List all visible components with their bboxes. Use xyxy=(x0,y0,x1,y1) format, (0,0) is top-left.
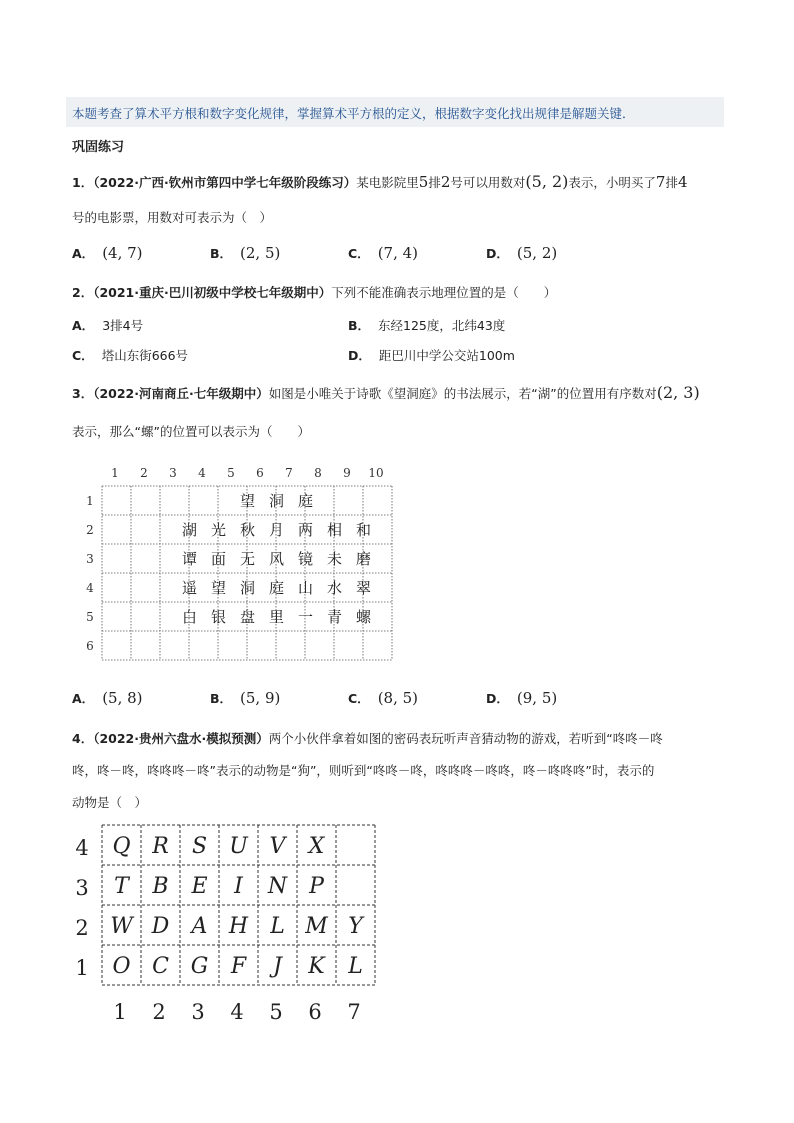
cipher-letter: O xyxy=(112,954,131,979)
row-label: 3 xyxy=(75,876,89,900)
option-label: B． xyxy=(348,318,371,333)
option-label: D． xyxy=(348,348,371,363)
question-2-option-d[interactable] xyxy=(348,346,515,364)
poem-character: 青 xyxy=(326,608,343,626)
column-label: 5 xyxy=(227,466,235,480)
row-label: 1 xyxy=(86,494,94,508)
question-3-source: （2022·河南商丘·七年级期中） xyxy=(93,386,269,401)
column-label: 6 xyxy=(308,1000,322,1024)
option-label: A． xyxy=(72,691,95,706)
question-4-line-2: 咚，咚－咚，咚咚咚－咚”表示的动物是“狗”，则听到“咚咚－咚，咚咚咚－咚咚，咚－咚咚咚”时，表示的 xyxy=(72,763,655,778)
poem-character: 和 xyxy=(355,521,372,539)
poem-character: 谭 xyxy=(181,550,198,568)
column-label: 1 xyxy=(113,1000,127,1024)
question-1-seat-number: 2 xyxy=(440,173,451,191)
row-label: 5 xyxy=(86,610,94,624)
poem-character: 遥 xyxy=(181,579,198,597)
question-1-option-d[interactable] xyxy=(486,244,557,262)
column-label: 4 xyxy=(230,1000,244,1024)
cipher-letter: X xyxy=(308,834,325,859)
question-4-line-1 xyxy=(72,729,663,747)
column-label: 10 xyxy=(368,466,384,480)
option-value: (7, 4) xyxy=(377,244,419,262)
question-4-line-3: 动物是（ ） xyxy=(72,795,148,810)
column-label: 3 xyxy=(169,466,177,480)
question-1-seat-number: 4 xyxy=(677,173,688,191)
poem-character: 望 xyxy=(239,492,256,510)
poem-character: 水 xyxy=(326,579,343,597)
row-label: 1 xyxy=(75,956,89,980)
poem-character: 无 xyxy=(239,550,256,568)
row-label: 4 xyxy=(86,581,94,595)
question-4-text: 两个小伙伴拿着如图的密码表玩听声音猜动物的游戏，若听到“咚咚－咚 xyxy=(268,731,663,746)
question-3-option-b[interactable] xyxy=(210,689,280,707)
cipher-letter: T xyxy=(114,874,129,899)
question-2-number: 2． xyxy=(72,285,94,300)
poem-character: 洞 xyxy=(239,579,256,597)
poem-character: 未 xyxy=(326,550,343,568)
row-label: 4 xyxy=(75,836,89,860)
column-label: 2 xyxy=(140,466,148,480)
question-2-option-c[interactable] xyxy=(72,346,188,364)
question-3-option-a[interactable] xyxy=(72,689,143,707)
question-1-option-b[interactable] xyxy=(210,244,280,262)
question-4-source: （2022·贵州六盘水·模拟预测） xyxy=(93,731,269,746)
option-value: (2, 5) xyxy=(240,244,281,262)
question-1-text: 表示，小明买了 xyxy=(568,175,656,190)
poem-character: 一 xyxy=(297,608,314,626)
question-1-option-c[interactable] xyxy=(348,244,418,262)
question-1-line-2: 号的电影票，用数对可表示为（ ） xyxy=(72,210,273,225)
poem-character: 里 xyxy=(268,608,285,626)
poem-character: 望 xyxy=(210,579,227,597)
question-2-option-a[interactable] xyxy=(72,316,143,334)
option-value: 3排4号 xyxy=(102,318,144,333)
solution-note-text: 本题考查了算术平方根和数字变化规律，掌握算术平方根的定义，根据数字变化找出规律是解题关键． xyxy=(72,106,635,121)
option-value: 塔山东街666号 xyxy=(101,348,189,363)
question-1-number: 1． xyxy=(72,175,94,190)
column-label: 5 xyxy=(269,1000,283,1024)
poem-character: 秋 xyxy=(239,521,256,539)
option-label: B． xyxy=(210,691,233,706)
option-value: 东经125度，北纬43度 xyxy=(378,318,506,333)
poem-character: 月 xyxy=(268,521,285,539)
cipher-letter: D xyxy=(151,914,170,939)
question-1-row-number: 5 xyxy=(418,173,429,191)
question-1-source: （2022·广西·钦州市第四中学七年级阶段练习） xyxy=(93,175,357,190)
poem-character: 磨 xyxy=(355,550,372,568)
cipher-letter: U xyxy=(229,834,248,859)
row-label: 3 xyxy=(86,552,94,566)
option-value: 距巴川中学公交站100m xyxy=(378,348,515,363)
option-value: (9, 5) xyxy=(516,689,558,707)
question-4-number: 4． xyxy=(72,731,94,746)
option-value: (4, 7) xyxy=(102,244,143,262)
question-1-row-number: 7 xyxy=(655,173,666,191)
cipher-letter: Y xyxy=(348,914,363,939)
poem-character: 风 xyxy=(268,550,285,568)
question-1-text: 排 xyxy=(428,175,441,190)
cipher-letter: V xyxy=(269,834,286,859)
question-3-text: 如图是小唯关于诗歌《望洞庭》的书法展示，若“湖”的位置用有序数对 xyxy=(268,386,657,401)
question-1-pair: (5, 2) xyxy=(525,172,569,191)
option-label: A． xyxy=(72,246,95,261)
row-label: 6 xyxy=(86,639,94,653)
option-label: C． xyxy=(348,691,370,706)
option-label: A． xyxy=(72,318,95,333)
cipher-letter: L xyxy=(348,954,363,979)
poem-character: 湖 xyxy=(181,521,198,539)
cipher-letter: H xyxy=(228,914,249,939)
poem-character: 白 xyxy=(181,608,198,626)
question-1-line-1 xyxy=(72,172,688,191)
question-3-line-2: 表示，那么“螺”的位置可以表示为（ ） xyxy=(72,424,310,439)
cipher-letter: S xyxy=(191,834,208,859)
poem-character: 光 xyxy=(210,521,227,539)
cipher-letter: M xyxy=(305,914,328,939)
question-2-source: （2021·重庆·巴川初级中学校七年级期中） xyxy=(93,285,332,300)
option-label: C． xyxy=(72,348,94,363)
cipher-letter: I xyxy=(234,874,243,899)
cipher-letter: W xyxy=(110,914,133,939)
cipher-letter: P xyxy=(309,874,324,899)
poem-character: 螺 xyxy=(355,608,372,626)
poem-character: 相 xyxy=(326,521,343,539)
column-label: 6 xyxy=(256,466,264,480)
option-label: B． xyxy=(210,246,233,261)
column-label: 7 xyxy=(347,1000,361,1024)
question-3-line-1 xyxy=(72,383,700,402)
question-2-option-b[interactable] xyxy=(348,316,505,334)
question-3-pair: (2, 3) xyxy=(656,383,700,402)
option-label: C． xyxy=(348,246,370,261)
poem-character: 庭 xyxy=(268,579,285,597)
question-1-text: 排 xyxy=(665,175,678,190)
section-title: 巩固练习 xyxy=(72,140,125,155)
cipher-letter: L xyxy=(270,914,285,939)
question-1-option-a[interactable] xyxy=(72,244,143,262)
question-3-number: 3． xyxy=(72,386,94,401)
poem-character: 盘 xyxy=(239,608,256,626)
cipher-grid xyxy=(66,818,386,1028)
cipher-letter: F xyxy=(230,954,247,979)
question-3-option-c[interactable] xyxy=(348,689,418,707)
poem-character: 翠 xyxy=(355,579,372,597)
option-value: (5, 9) xyxy=(240,689,281,707)
column-label: 3 xyxy=(191,1000,205,1024)
column-label: 9 xyxy=(343,466,351,480)
poem-character: 银 xyxy=(210,608,227,626)
poem-character: 面 xyxy=(210,550,227,568)
row-label: 2 xyxy=(75,916,89,940)
row-label: 2 xyxy=(86,523,94,537)
cipher-letter: B xyxy=(152,874,169,899)
option-label: D． xyxy=(486,691,509,706)
option-value: (5, 2) xyxy=(516,244,558,262)
cipher-letter: N xyxy=(267,874,288,899)
question-1-text: 号可以用数对 xyxy=(450,175,526,190)
column-label: 7 xyxy=(285,466,293,480)
cipher-letter: G xyxy=(190,954,209,979)
cipher-letter: K xyxy=(308,954,325,979)
poem-character: 镜 xyxy=(297,550,314,568)
cipher-letter: Q xyxy=(112,834,131,859)
cipher-letter: J xyxy=(273,954,282,979)
poem-character: 山 xyxy=(297,579,314,597)
question-2-line-1 xyxy=(72,283,556,301)
cipher-letter: R xyxy=(152,834,169,859)
cipher-letter: C xyxy=(152,954,169,979)
question-1-text: 某电影院里 xyxy=(356,175,419,190)
column-label: 4 xyxy=(198,466,206,480)
column-label: 8 xyxy=(314,466,322,480)
question-3-option-d[interactable] xyxy=(486,689,557,707)
poem-character: 两 xyxy=(297,521,314,539)
poem-character: 庭 xyxy=(297,492,314,510)
column-label: 2 xyxy=(152,1000,166,1024)
option-value: (5, 8) xyxy=(102,689,143,707)
question-2-text: 下列不能准确表示地理位置的是（ ） xyxy=(331,285,557,300)
cipher-letter: A xyxy=(191,914,208,939)
cipher-letter: E xyxy=(191,874,208,899)
option-value: (8, 5) xyxy=(377,689,419,707)
option-label: D． xyxy=(486,246,509,261)
column-label: 1 xyxy=(111,466,119,480)
calligraphy-grid xyxy=(70,460,410,670)
poem-character: 洞 xyxy=(268,492,285,510)
